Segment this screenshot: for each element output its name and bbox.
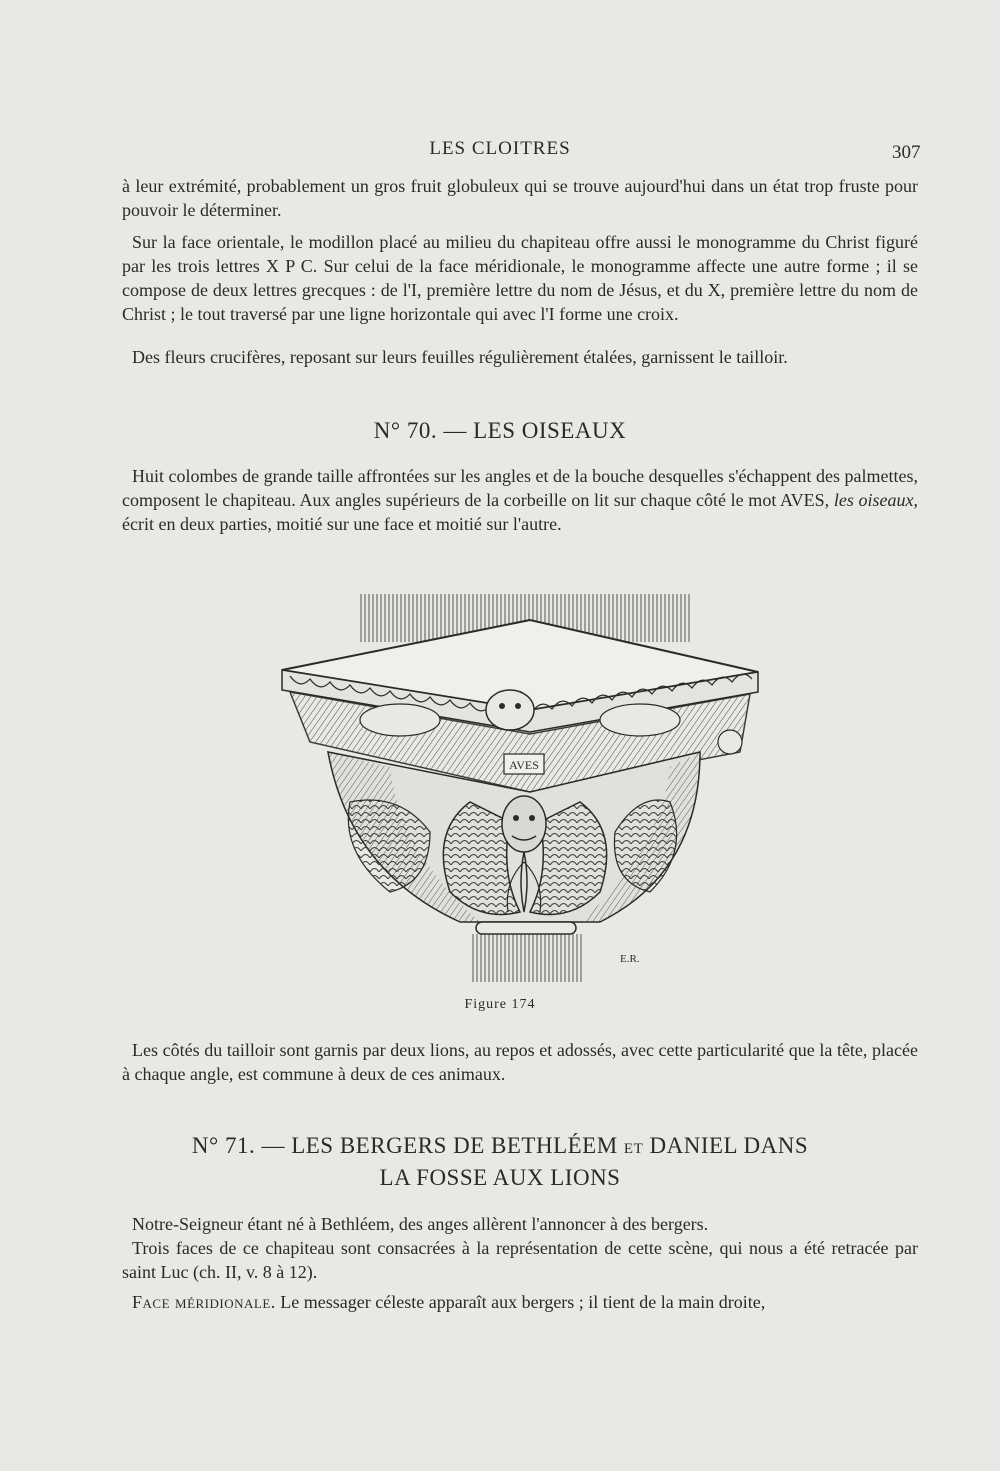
paragraph-birds-italic: les oiseaux — [833, 490, 914, 510]
paragraph-south-face — [122, 1290, 918, 1314]
figure-caption: Figure 174 — [464, 997, 536, 1012]
paragraph-birds-start: Huit colombes de grande taille affrontées sur les angles et de la bouche desquelles s'échappent des palmettes, composent le chapiteau. Aux angles supérieurs de la corbeille on lit sur chaque côté le mot AVES, — [122, 466, 918, 510]
heading-71-part2: DANIEL DANS — [649, 1133, 809, 1158]
section-heading-71 — [0, 1133, 1000, 1159]
paragraph-lions: Les côtés du tailloir sont garnis par deux lions, au repos et adossés, avec cette particularité que la tête, placée à chaque angle, est commune à deux de ces animaux. — [122, 1040, 918, 1084]
south-face-text: Le messager céleste apparaît aux bergers ; il tient de la main droite, — [275, 1292, 766, 1312]
heading-71-part1: N° 71. — LES BERGERS DE BETHLÉEM — [191, 1133, 618, 1158]
paragraph-birds-end: , écrit en deux parties, moitié sur une face et moitié sur l'autre. — [122, 490, 918, 534]
section-heading-71-line2: LA FOSSE AUX LIONS — [379, 1165, 621, 1190]
paragraph-continuation: à leur extrémité, probablement un gros fruit globuleux qui se trouve aujourd'hui dans un état trop fruste pour pouvoir le déterminer. — [122, 176, 918, 220]
page-number: 307 — [892, 142, 921, 163]
paragraph-east-face: Sur la face orientale, le modillon placé au milieu du chapiteau offre aussi le monogramme du Christ figuré par les trois lettres X P C. Sur celui de la face méridionale, le monogramme affecte une autre forme ; il se compose de deux lettres grecques : de l'I, première lettre du nom de Jésus, et du X, première lettre du nom de Christ ; le tout traversé par une ligne horizontale qui avec l'I forme une croix. — [122, 232, 918, 324]
paragraph-flowers: Des fleurs crucifères, reposant sur leurs feuilles régulièrement étalées, garnissent le tailloir. — [132, 347, 788, 367]
paragraph-three-faces: Trois faces de ce chapiteau sont consacrées à la représentation de cette scène, qui nous a été retracée par saint Luc (ch. II, v. 8 à 12). — [122, 1238, 918, 1282]
paragraph-bethlehem: Notre-Seigneur étant né à Bethléem, des anges allèrent l'annoncer à des bergers. — [132, 1214, 709, 1234]
engraver-signature: E.R. — [620, 953, 640, 965]
south-face-label: Face méridionale. — [132, 1292, 276, 1312]
heading-71-et: ET — [623, 1141, 644, 1157]
section-heading-70: N° 70. — LES OISEAUX — [373, 418, 627, 443]
paragraph-birds — [122, 464, 918, 536]
aves-inscription: AVES — [509, 758, 539, 772]
capital-engraving — [280, 592, 760, 992]
running-title: LES CLOITRES — [429, 138, 571, 159]
